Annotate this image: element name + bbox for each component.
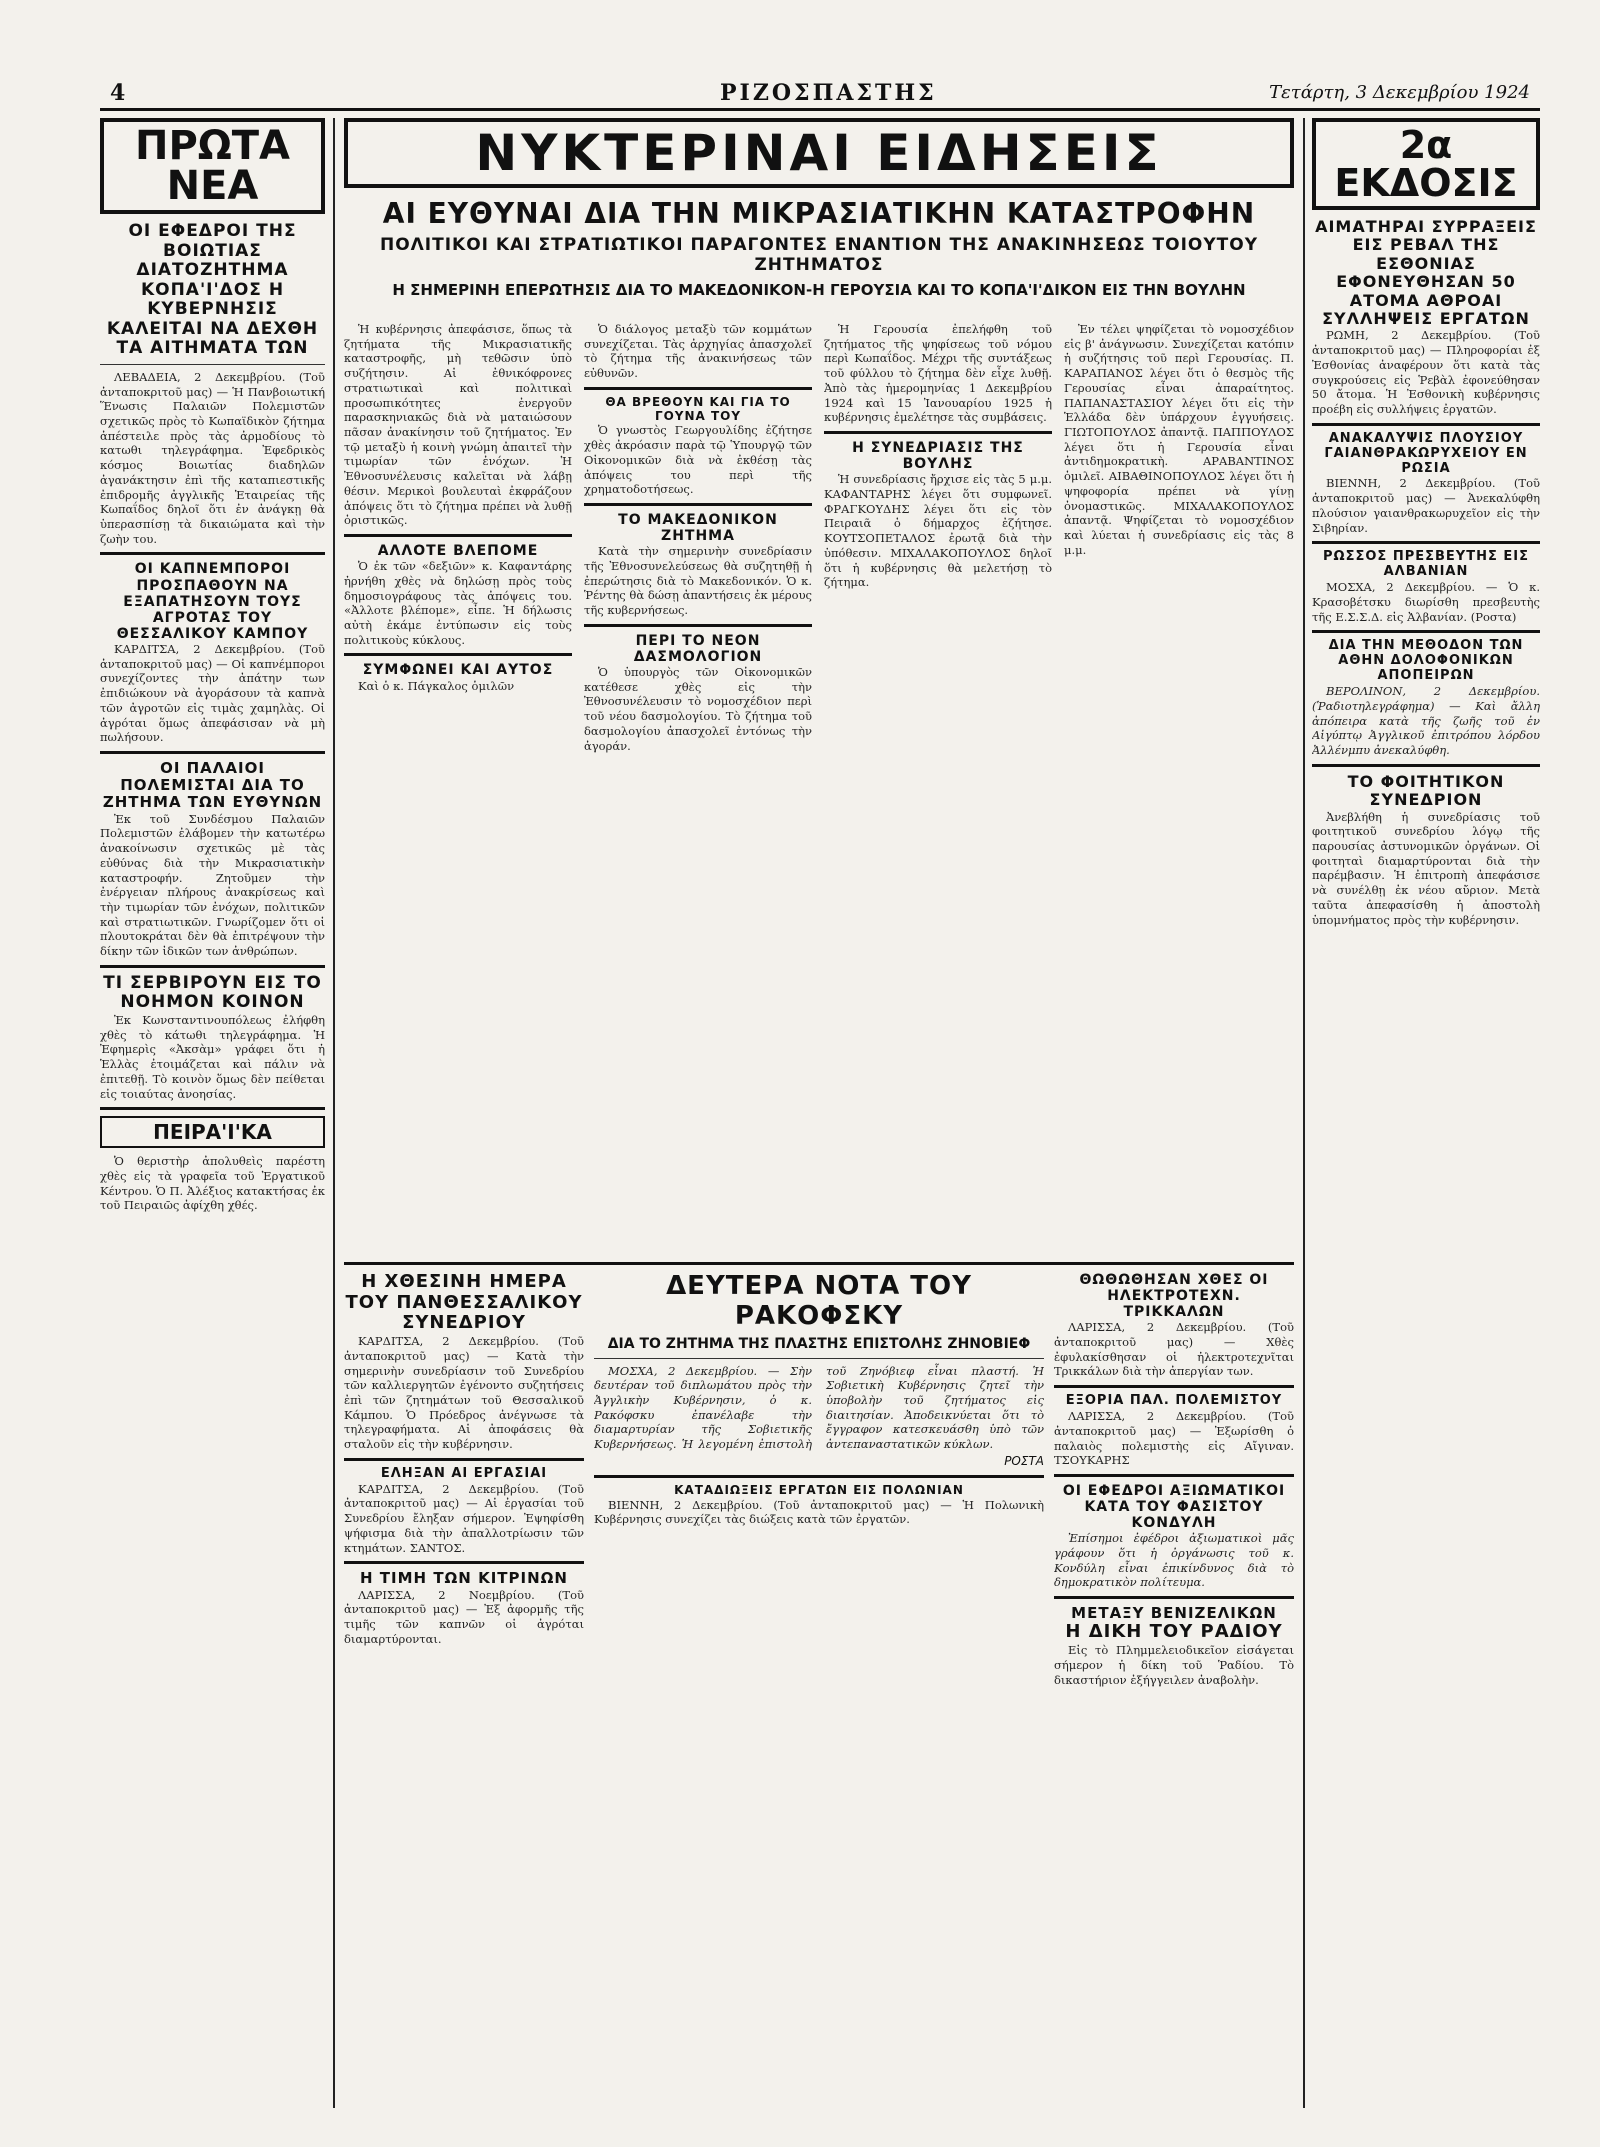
headline-parliament-session: Η ΣΥΝΕΔΡΙΑΣΙΣ ΤΗΣ ΒΟΥΛΗΣ	[852, 440, 1024, 473]
divider	[584, 624, 812, 627]
night-news-header	[344, 118, 1294, 299]
headline-poland: ΚΑΤΑΔΙΩΞΕΙΣ ΕΡΓΑΤΩΝ ΕΙΣ ΠΟΛΩΝΙΑΝ	[674, 1482, 964, 1497]
divider	[594, 1358, 1044, 1359]
headline-congress-day: Η ΧΘΕΣΙΝΗ ΗΜΕΡΑ ΤΟΥ ΠΑΝΘΕΣΣΑΛΙΚΟΥ ΣΥΝΕΔΡΙΟΥ	[345, 1272, 583, 1334]
article-work-ended: ΚΑΡΔΙΤΣΑ, 2 Δεκεμβρίου. (Τοῦ ἀνταποκριτοῦ μας) — Αἱ ἐργασίαι τοῦ Συνεδρίου ἔληξαν σήμερον. Ἐψηφίσθη ψήφισμα διὰ τὴν ἀπαλλοτρίωσιν τῶν κτημάτων. ΣΑΝΤΟΣ.	[344, 1481, 584, 1555]
headline-tobacco: ΟΙ ΚΑΠΝΕΜΠΟΡΟΙ ΠΡΟΣΠΑΘΟΥΝ ΝΑ ΕΞΑΠΑΤΗΣΟΥΝ ΤΟΥΣ ΑΓΡΟΤΑΣ ΤΟΥ ΘΕΣΣΑΛΙΚΟΥ ΚΑΜΠΟΥ	[116, 561, 309, 642]
divider	[1312, 764, 1540, 767]
section-title-first-news: ΠΡΩΤΑ ΝΕΑ	[100, 118, 325, 214]
article-assassination: ΒΕΡΟΛΙΝΟΝ, 2 Δεκεμβρίου. (Ῥαδιοτηλεγράφημα) — Καὶ ἄλλη ἀπόπειρα κατὰ τῆς ζωῆς τοῦ ἐν Αἰγύπτῳ Ἀγγλικοῦ ἐπιτρόπου λόρδου Ἀλλένμπυ ἀνεκαλύφθη.	[1312, 684, 1540, 758]
article-ambassador: ΜΟΣΧΑ, 2 Δεκεμβρίου. — Ὁ κ. Κρασοβέτσκυ διωρίσθη πρεσβευτὴς τῆς Ε.Σ.Σ.Δ. εἰς Ἀλβανίαν. (Ροστα)	[1312, 580, 1540, 624]
headline-venizelists: ΜΕΤΑΞΥ ΒΕΝΙΖΕΛΙΚΩΝ	[1071, 1604, 1277, 1623]
article-boeotia: ΛΕΒΑΔΕΙΑ, 2 Δεκεμβρίου. (Τοῦ ἀνταποκριτοῦ μας) — Ἡ Πανβοιωτική Ἕνωσις Παλαιῶν Πολεμιστῶν σχετικῶς πρὸς τὸ Κωπαϊδικὸν ζήτημα ἀπέστειλε πρὸς τὰς ἀρμοδίους τὸ κατωθι τηλεγράφημα. Ἐφεδρικὸς κόσμος Βοιωτίας διαδηλῶν ἀγανάκτησιν ἐπὶ τῆς καταπιεστικῆς ἐπιδρομῆς ἀγγλικῆς Ἑταιρείας τῆς Κωπαΐδος δηλοῖ ὅτι ἐν ἀνάγκῃ θὰ ὑπερασπίσῃ τὰ δικαιώματα καὶ τὴν ζωὴν του.	[100, 369, 325, 546]
divider	[344, 653, 572, 656]
main-subdeck: Η ΣΗΜΕΡΙΝΗ ΕΠΕΡΩΤΗΣΙΣ ΔΙΑ ΤΟ ΜΑΚΕΔΟΝΙΚΟΝ-Η ΓΕΡΟΥΣΙΑ ΚΑΙ ΤΟ ΚΟΠΑ'Ι'ΔΙΚΟΝ ΕΙΣ ΤΗΝ ΒΟΥΛΗΝ	[392, 281, 1246, 300]
lower-col-3	[1054, 1272, 1294, 2102]
headline-public: ΤΙ ΣΕΡΒΙΡΟΥΝ ΕΙΣ ΤΟ ΝΟΗΜΟΝ ΚΟΙΝΟΝ	[103, 972, 322, 1013]
deck-radio-trial: Η ΔΙΚΗ ΤΟΥ ΡΑΔΙΟΥ	[1065, 1621, 1283, 1643]
lower-col-2	[594, 1272, 1044, 2102]
headline-we-shall-see: ΑΛΛΟΤΕ ΒΛΕΠΟΜΕ	[377, 543, 539, 560]
article-congress-day: ΚΑΡΔΙΤΣΑ, 2 Δεκεμβρίου. (Τοῦ ἀνταποκριτοῦ μας) — Κατὰ τὴν σημερινὴν συνεδρίασιν τοῦ Συνεδρίου τῶν καλλιεργητῶν ἐγένοντο συζητήσεις ἐπὶ τῶν ζητημάτων τοῦ Θεσσαλικοῦ Κάμπου. Ὁ Πρόεδρος ἀνέγνωσε τὰ τηλεγραφήματα. Αἱ ἀποφάσεις θὰ σταλοῦν εἰς τὴν κυβέρνησιν.	[344, 1334, 584, 1452]
column-rule	[1303, 118, 1305, 2108]
headline-piraeus: ΠΕΙΡΑ'Ι'ΚΑ	[100, 1116, 325, 1148]
article-electricians: ΛΑΡΙΣΣΑ, 2 Δεκεμβρίου. (Τοῦ ἀνταποκριτοῦ μας) — Χθὲς ἐφυλακίσθησαν οἱ ἠλεκτροτεχνῖται Τρικκάλων διὰ τὴν ἀπεργίαν των.	[1054, 1320, 1294, 1379]
divider	[584, 503, 812, 506]
headline-rakovsky-note: ΔΕΥΤΕΡΑ ΝΟΤΑ ΤΟΥ ΡΑΚΟΦΣΚΥ	[666, 1272, 972, 1331]
article-parliament-session: Ἡ συνεδρίασις ἤρχισε εἰς τὰς 5 μ.μ. ΚΑΦΑΝΤΑΡΗΣ λέγει ὅτι συμφωνεῖ. ΦΡΑΓΚΟΥΔΗΣ λέγει ὅτι εἰς τὸν Πειραιᾶ ὁ δήμαρχος ἐζήτησε. ΚΟΥΤΣΟΠΕΤΑΛΟΣ ἐρωτᾷ διὰ τὴν ὑπόθεσιν. ΜΙΧΑΛΑΚΟΠΟΥΛΟΣ δηλοῖ ὅτι ἡ κυβέρνησις θὰ μελετήσῃ τὸ ζήτημα.	[824, 472, 1052, 590]
divider	[1054, 1474, 1294, 1477]
headline-fur: ΘΑ ΒΡΕΘΟΥΝ ΚΑΙ ΓΙΑ ΤΟ ΓΟΥΝΑ ΤΟΥ	[605, 394, 791, 423]
article-reserve-officers: Ἐπίσημοι ἐφέδροι ἀξιωματικοὶ μᾶς γράφουν ὅτι ἡ ὀργάνωσις τοῦ κ. Κονδύλη εἶναι ἐπικίνδυνος διὰ τὸ δημοκρατικὸν πολίτευμα.	[1054, 1531, 1294, 1590]
divider	[100, 965, 325, 968]
article-radio-trial: Εἰς τὸ Πλημμελειοδικεῖον εἰσάγεται σήμερον ἡ δίκη τοῦ Ῥαδίου. Τὸ δικαστήριον ἐξήγγειλεν ἀναβολὴν.	[1054, 1643, 1294, 1687]
headline-veterans: ΟΙ ΠΑΛΑΙΟΙ ΠΟΛΕΜΙΣΤΑΙ ΔΙΑ ΤΟ ΖΗΤΗΜΑ ΤΩΝ ΕΥΘΥΝΩΝ	[102, 758, 323, 812]
article-dialogue: Ὁ διάλογος μεταξὺ τῶν κομμάτων συνεχίζεται. Τὰς ἀρχηγίας ἀπασχολεῖ τὸ ζήτημα τῆς ἀνακινήσεως τῶν εὐθυνῶν.	[584, 322, 812, 381]
main-headline: ΑΙ ΕΥΘΥΝΑΙ ΔΙΑ ΤΗΝ ΜΙΚΡΑΣΙΑΤΙΚΗΝ ΚΑΤΑΣΤΡΟΦΗΝ	[382, 197, 1256, 230]
headline-student-congress: ΤΟ ΦΟΙΤΗΤΙΚΟΝ ΣΥΝΕΔΡΙΟΝ	[1347, 771, 1505, 810]
signature-rosta: ΡΟΣΤΑ	[1004, 1454, 1044, 1469]
headline-work-ended: ΕΛΗΞΑΝ ΑΙ ΕΡΓΑΣΙΑΙ	[380, 1465, 548, 1481]
article-veterans: Ἐκ τοῦ Συνδέσμου Παλαιῶν Πολεμιστῶν ἐλάβομεν τὴν κατωτέρω ἀνακοίνωσιν σχετικῶς μὲ τὰς εὐθύνας διὰ τὴν Μικρασιατικὴν καταστροφήν. Ζητοῦμεν τὴν ἐνέργειαν πλήρους ἀνακρίσεως καὶ τὴν τιμωρίαν τῶν ἐνόχων, πολιτικῶν καὶ στρατιωτικῶν. Γνωρίζομεν ὅτι οἱ πλουτοκράται δὲν θὰ ἐπιτρέψουν τὴν δίκην τῶν ἰδικῶν των ἀνθρώπων.	[100, 811, 325, 959]
article-tariff: Ὁ ὑπουργὸς τῶν Οἰκονομικῶν κατέθεσε χθὲς εἰς τὴν Ἐθνοσυνέλευσιν τὸ νομοσχέδιον περὶ τοῦ νέου δασμολογίου. Τὸ ζήτημα τοῦ δασμολογίου ἀπασχολεῖ ἐντόνως τὴν ἀγοράν.	[584, 665, 812, 753]
headline-ambassador: ΡΩΣΣΟΣ ΠΡΕΣΒΕΥΤΗΣ ΕΙΣ ΑΛΒΑΝΙΑΝ	[1323, 549, 1529, 580]
center-col-1	[344, 322, 572, 1252]
article-agrees: Καὶ ὁ κ. Πάγκαλος ὁμιλῶν	[358, 678, 515, 693]
divider	[100, 1107, 325, 1110]
article-responsibilities: Ἡ κυβέρνησις ἀπεφάσισε, ὅπως τὰ ζητήματα τῆς Μικρασιατικῆς καταστροφῆς, μὴ τεθῶσιν ὑπὸ συζήτησιν. Αἱ ἐθνικόφρονες στρατιωτικαὶ καὶ πολιτικαὶ προσωπικότητες ἐνεργοῦν παρασκηνιακῶς διὰ νὰ ματαιώσουν πᾶσαν ἀνακίνησιν τοῦ ζητήματος. Ἐν τῷ μεταξὺ ἡ κοινὴ γνώμη ἀπαιτεῖ τὴν τιμωρίαν τῶν ἐνόχων. Ἡ Ἐθνοσυνέλευσις καλεῖται νὰ λάβῃ θέσιν. Μερικοὶ βουλευταὶ ἐκφράζουν ἀπόψεις ὅτι τὸ ζήτημα πρέπει νὰ λυθῇ ὁριστικῶς.	[344, 322, 572, 528]
article-macedonian: Κατὰ τὴν σημερινὴν συνεδρίασιν τῆς Ἐθνοσυνελεύσεως θὰ συζητηθῇ ἡ ἐπερώτησις διὰ τὸ Μακεδονικόν. Ὁ κ. Ῥέντης θὰ δώσῃ ἀπαντήσεις ἐκ μέρους τῆς κυβερνήσεως.	[584, 544, 812, 618]
center-col-2	[584, 322, 812, 1252]
divider	[1054, 1385, 1294, 1388]
article-senate: Ἡ Γερουσία ἐπελήφθη τοῦ ζητήματος τῆς ψηφίσεως τοῦ νόμου περὶ Κωπαΐδος. Μέχρι τῆς συντάξεως τοῦ φύλλου τὸ ζήτημα δὲν εἶχε λυθῇ. Ἀπὸ τὰς ἡμερομηνίας 1 Δεκεμβρίου 1924 καὶ 15 Ἰανουαρίου 1925 ἡ κυβέρνησις ἐμελέτησε τὰς συμβάσεις.	[824, 322, 1052, 425]
deck-zinoviev: ΔΙΑ ΤΟ ΖΗΤΗΜΑ ΤΗΣ ΠΛΑΣΤΗΣ ΕΠΙΣΤΟΛΗΣ ΖΗΝΟΒΙΕΦ	[607, 1335, 1031, 1352]
headline-boeotia: ΟΙ ΕΦΕΔΡΟΙ ΤΗΣ ΒΟΙΩΤΙΑΣ ΔΙΑΤΟΖΗΤΗΜΑ ΚΟΠΑ'Ι'ΔΟΣ Η ΚΥΒΕΡΝΗΣΙΣ ΚΑΛΕΙΤΑΙ ΝΑ ΔΕΧΘΗ ΤΑ ΑΙΤΗΜΑΤΑ ΤΩΝ	[106, 221, 319, 359]
headline-assassination: ΔΙΑ ΤΗΝ ΜΕΘΟΔΟΝ ΤΩΝ ΑΘΗΝ ΔΟΛΟΦΟΝΙΚΩΝ ΑΠΟΠΕΙΡΩΝ	[1328, 638, 1524, 684]
divider	[584, 387, 812, 390]
article-we-shall-see: Ὁ ἐκ τῶν «δεξιῶν» κ. Καφαντάρης ἠρνήθη χθὲς νὰ δηλώσῃ πρὸς τοὺς δημοσιογράφους τὰς ἀπόψεις του. «Ἀλλοτε βλέπομε», εἶπε. Ἡ δήλωσις αὐτὴ ἐκάμε ἐντύπωσιν εἰς τοὺς πολιτικοὺς κύκλους.	[344, 559, 572, 647]
divider	[344, 1458, 584, 1461]
issue-date: Τετάρτη, 3 Δεκεμβρίου 1924	[1269, 82, 1530, 103]
headline-reserve-officers: ΟΙ ΕΦΕΔΡΟΙ ΑΞΙΩΜΑΤΙΚΟΙ ΚΑΤΑ ΤΟΥ ΦΑΣΙΣΤΟΥ ΚΟΝΔΥΛΗ	[1062, 1482, 1286, 1532]
newspaper-name: ΡΙΖΟΣΠΑΣΤΗΣ	[720, 80, 937, 106]
main-deck: ΠΟΛΙΤΙΚΟΙ ΚΑΙ ΣΤΡΑΤΙΩΤΙΚΟΙ ΠΑΡΑΓΟΝΤΕΣ ΕΝΑΝΤΙΟΝ ΤΗΣ ΑΝΑΚΙΝΗΣΕΩΣ ΤΟΙΟΥΤΟΥ ΖΗΤΗΜΑΤΟΣ	[379, 235, 1259, 275]
article-public: Ἐκ Κωνσταντινουπόλεως ἐλήφθη χθὲς τὸ κάτωθι τηλεγράφημα. Ἡ Ἐφημερὶς «Ἀκσὰμ» γράφει ὅτι ἡ Ἑλλὰς ἐτοιμάζεται καὶ πάλιν νὰ ἐπιτεθῇ. Τὸ κοινὸν ὅμως δὲν πείθεται εἰς τοιαύτας ἀνοησίας.	[100, 1012, 325, 1101]
section-title-second-edition: 2α ΕΚΔΟΣΙΣ	[1312, 118, 1540, 210]
divider	[1054, 1596, 1294, 1599]
masthead-bar	[100, 80, 1540, 111]
article-student-congress: Ἀνεβλήθη ἡ συνεδρίασις τοῦ φοιτητικοῦ συνεδρίου λόγῳ τῆς παρουσίας ἀστυνομικῶν ὀργάνων. Οἱ φοιτηταὶ διαμαρτύρονται διὰ τὴν παρέμβασιν. Ἡ ἐπιτροπὴ ἀπεφάσισε νὰ συνέλθῃ ἐκ νέου αὔριον. Μετὰ ταῦτα ἀπεφασίσθη ἡ ἀποστολὴ ὑπομνήματος πρὸς τὴν κυβέρνησιν.	[1312, 809, 1540, 927]
headline-estonia: ΑΙΜΑΤΗΡΑΙ ΣΥΡΡΑΞΕΙΣ ΕΙΣ ΡΕΒΑΛ ΤΗΣ ΕΣΘΟΝΙΑΣ ΕΦΟΝΕΥΘΗΣΑΝ 50 ΑΤΟΜΑ ΑΘΡΟΑΙ ΣΥΛΛΗΨΕΙΣ ΕΡΓΑΤΩΝ	[1315, 217, 1537, 328]
article-poland: ΒΙΕΝΝΗ, 2 Δεκεμβρίου. (Τοῦ ἀνταποκριτοῦ μας) — Ἡ Πολωνικὴ Κυβέρνησις συνεχίζει τὰς διώξεις κατὰ τῶν ἐργατῶν.	[594, 1497, 1044, 1527]
article-senate-debate: Ἐν τέλει ψηφίζεται τὸ νομοσχέδιον εἰς β' ἀνάγνωσιν. Συνεχίζεται κατόπιν ἡ συζήτησις τοῦ περὶ Γερουσίας. Π. ΚΑΡΑΠΑΝΟΣ λέγει ὅτι ὁ θεσμὸς τῆς Γερουσίας εἶναι ἀπαραίτητος. ΠΑΠΑΝΑΣΤΑΣΙΟΥ λέγει ὅτι εἰς τὴν Ἑλλάδα δὲν ὑπάρχουν ἐγγυήσεις. ΓΙΩΤΟΠΟΥΛΟΣ ἀπαντᾷ. ΠΑΠΠΟΥΛΟΣ λέγει ὅτι ἡ Γερουσία εἶναι ἀντιδημοκρατικὴ. ΑΡΑΒΑΝΤΙΝΟΣ ὁμιλεῖ. ΑΙΒΑΘΙΝΟΠΟΥΛΟΣ λέγει ὅτι ἡ ψηφοφορία πρέπει νὰ γίνῃ ὀνομαστικῶς. ΜΙΧΑΛΑΚΟΠΟΥΛΟΣ ἀπαντᾷ. Ψηφίζεται τὸ νομοσχέδιον καὶ λύεται ἡ συνεδρίασις εἰς τὰς 8 μ.μ.	[1064, 322, 1294, 557]
left-column	[100, 118, 325, 2108]
article-coal-mine: ΒΙΕΝΝΗ, 2 Δεκεμβρίου. (Τοῦ ἀνταποκριτοῦ μας) — Ἀνεκαλύφθη πλούσιον γαιανθρακωρυχεῖον εἰς τὴν Σιβηρίαν.	[1312, 476, 1540, 535]
divider	[1312, 423, 1540, 426]
headline-tariff: ΠΕΡΙ ΤΟ ΝΕΟΝ ΔΑΣΜΟΛΟΓΙΟΝ	[633, 632, 763, 665]
article-yellow-price: ΛΑΡΙΣΣΑ, 2 Νοεμβρίου. (Τοῦ ἀνταποκριτοῦ μας) — Ἐξ ἀφορμῆς τῆς τιμῆς τῶν καπνῶν οἱ ἀγρόται διαμαρτύρονται.	[344, 1587, 584, 1646]
headline-exile: ΕΞΟΡΙΑ ΠΑΛ. ΠΟΛΕΜΙΣΤΟΥ	[1065, 1393, 1283, 1409]
divider	[1312, 630, 1540, 633]
article-estonia: ΡΩΜΗ, 2 Δεκεμβρίου. (Τοῦ ἀνταποκριτοῦ μας) — Πληροφορίαι ἐξ Ἐσθονίας ἀναφέρουν ὅτι κατὰ τὰς συγκρούσεις εἰς Ῥεβὰλ ἐφονεύθησαν 50 ἄτομα. Ἡ Ἐσθονικὴ κυβέρνησις προέβη εἰς συλλήψεις ἐργατῶν.	[1312, 328, 1540, 416]
banner-night-news: ΝΥΚΤΕΡΙΝΑΙ ΕΙΔΗΣΕΙΣ	[344, 118, 1294, 188]
article-piraeus: Ὁ θεριστὴρ ἀπολυθεὶς παρέστη χθὲς εἰς τὰ γραφεῖα τοῦ Ἐργατικοῦ Κέντρου. Ὁ Π. Ἀλέξιος κατακτήσας ἐκ τοῦ Πειραιῶς ἀφίχθη χθές.	[100, 1154, 325, 1213]
page-number: 4	[110, 80, 126, 106]
divider	[824, 431, 1052, 434]
article-exile: ΛΑΡΙΣΣΑ, 2 Δεκεμβρίου. (Τοῦ ἀνταποκριτοῦ μας) — Ἐξωρίσθη ὁ παλαιὸς πολεμιστὴς εἰς Αἴγιναν. ΤΣΟΥΚΑΡΗΣ	[1054, 1409, 1294, 1468]
article-tobacco: ΚΑΡΔΙΤΣΑ, 2 Δεκεμβρίου. (Τοῦ ἀνταποκριτοῦ μας) — Οἱ καπνέμποροι συνεχίζοντες τὴν ἀπάτην των ἐπιδιώκουν νὰ ἀγοράσουν τὰ καπνὰ τῶν ἀγροτῶν εἰς τιμὰς χαμηλὰς. Οἱ ἀγρόται ὅμως ἀπεφάσισαν νὰ μὴ πωλήσουν.	[100, 641, 325, 745]
headline-agrees: ΣΥΜΦΩΝΕΙ ΚΑΙ ΑΥΤΟΣ	[362, 662, 554, 679]
article-fur: Ὁ γνωστὸς Γεωργουλίδης ἐζήτησε χθὲς ἀκρόασιν παρὰ τῷ Ὑπουργῷ τῶν Οἰκονομικῶν διὰ νὰ ἐκθέσῃ τὰς ἀπόψεις του περὶ τῆς χρηματοδοτήσεως.	[584, 423, 812, 497]
column-rule	[333, 118, 335, 2108]
center-col-3	[824, 322, 1052, 1252]
headline-yellow-price: Η ΤΙΜΗ ΤΩΝ ΚΙΤΡΙΝΩΝ	[360, 1569, 568, 1588]
headline-macedonian: ΤΟ ΜΑΚΕΔΟΝΙΚΟΝ ΖΗΤΗΜΑ	[618, 512, 778, 545]
divider	[1312, 541, 1540, 544]
divider	[344, 1561, 584, 1564]
right-column	[1312, 118, 1540, 2108]
lower-col-1	[344, 1272, 584, 2102]
divider	[100, 552, 325, 555]
headline-electricians: ΘΩΘΩΘΗΣΑΝ ΧΘΕΣ ΟΙ ΗΛΕΚΤΡΟΤΕΧΝ. ΤΡΙΚΚΑΛΩΝ	[1079, 1272, 1269, 1321]
divider	[594, 1475, 1044, 1478]
divider	[100, 751, 325, 754]
divider	[344, 1262, 1294, 1265]
divider	[100, 364, 325, 365]
center-col-4	[1064, 322, 1294, 1252]
article-rakovsky-note: ΜΟΣΧΑ, 2 Δεκεμβρίου. — Σὴν δευτέραν τοῦ διπλωμάτου πρὸς τὴν Ἀγγλικὴν Κυβέρνησιν, ὁ κ. Ρακόφσκυ ἐπανέλαβε τὴν διαμαρτυρίαν τῆς Σοβιετικῆς Κυβερνήσεως. Ἡ λεγομένη ἐπιστολὴ τοῦ Ζηνόβιεφ εἶναι πλαστή. Ἡ Σοβιετικὴ Κυβέρνησις ζητεῖ τὴν ὑποβολὴν τοῦ ζητήματος εἰς διαιτησίαν. Ἀποδεικνύεται ὅτι τὸ ἔγγραφον κατεσκευάσθη ὑπὸ τῶν ἀντεπαναστατικῶν κύκλων.	[594, 1363, 1044, 1452]
divider	[344, 534, 572, 537]
headline-coal-mine: ΑΝΑΚΑΛΥΨΙΣ ΠΛΟΥΣΙΟΥ ΓΑΙΑΝΘΡΑΚΩΡΥΧΕΙΟΥ ΕΝ ΡΩΣΙΑ	[1324, 430, 1528, 476]
